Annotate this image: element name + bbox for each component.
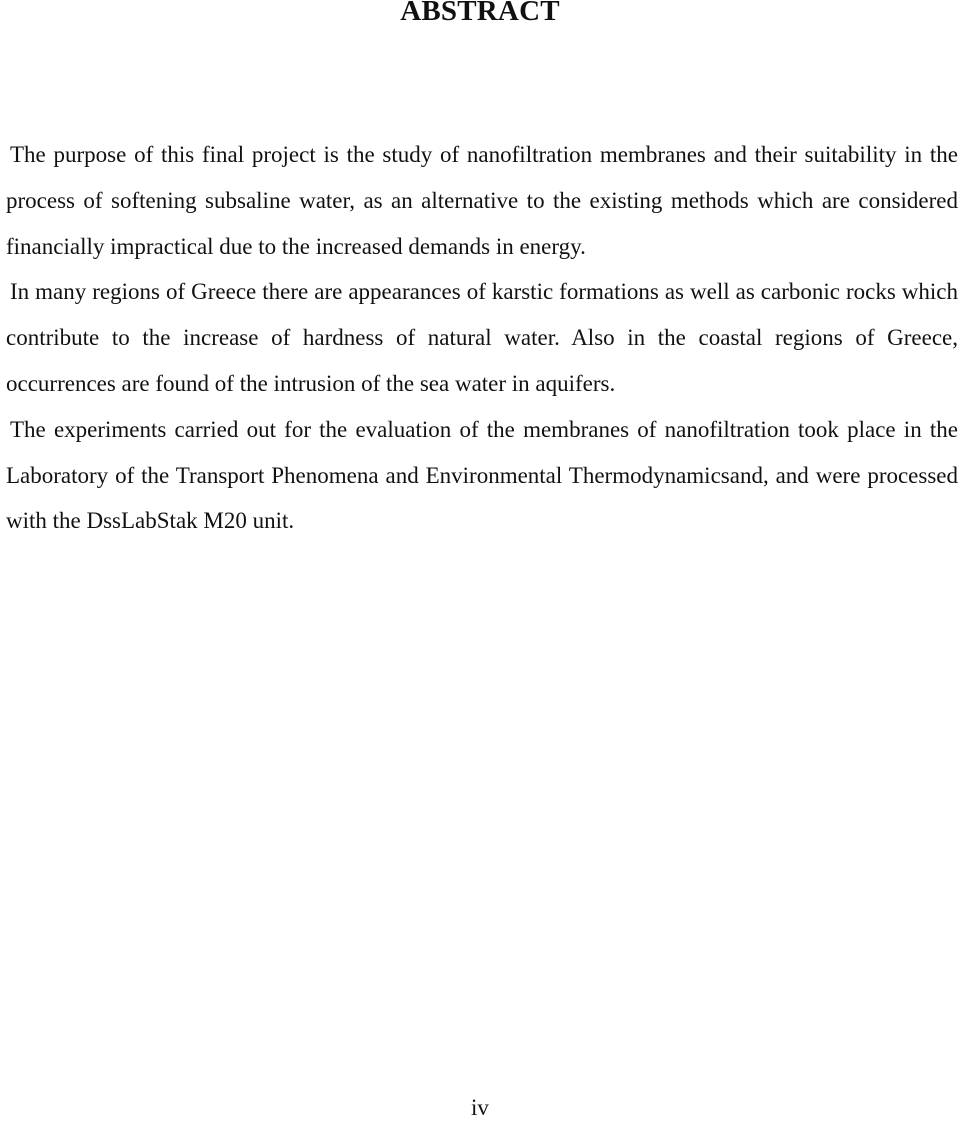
paragraph-purpose: The purpose of this final project is the study of nanofiltration membranes and their suitability in the process of softening subsaline water, as an alternative to the existing methods which are considered financially impractical due to the increased demands in energy. [6,142,958,259]
abstract-heading: ABSTRACT [400,0,560,27]
paragraph-greece-regions: In many regions of Greece there are appearances of karstic formations as well as carbonic rocks which contribute to the increase of hardness of natural water. Also in the coastal regions of Greece, occurrences are found of the intrusion of the sea water in aquifers. [6,279,958,396]
paragraph-experiments: The experiments carried out for the evaluation of the membranes of nanofiltration took place in the Laboratory of the Transport Phenomena and Environmental Thermodynamicsand, and were processed with the DssLabStak M20 unit. [6,416,958,534]
abstract-body [6,132,958,544]
page-number: iv [471,1095,489,1120]
